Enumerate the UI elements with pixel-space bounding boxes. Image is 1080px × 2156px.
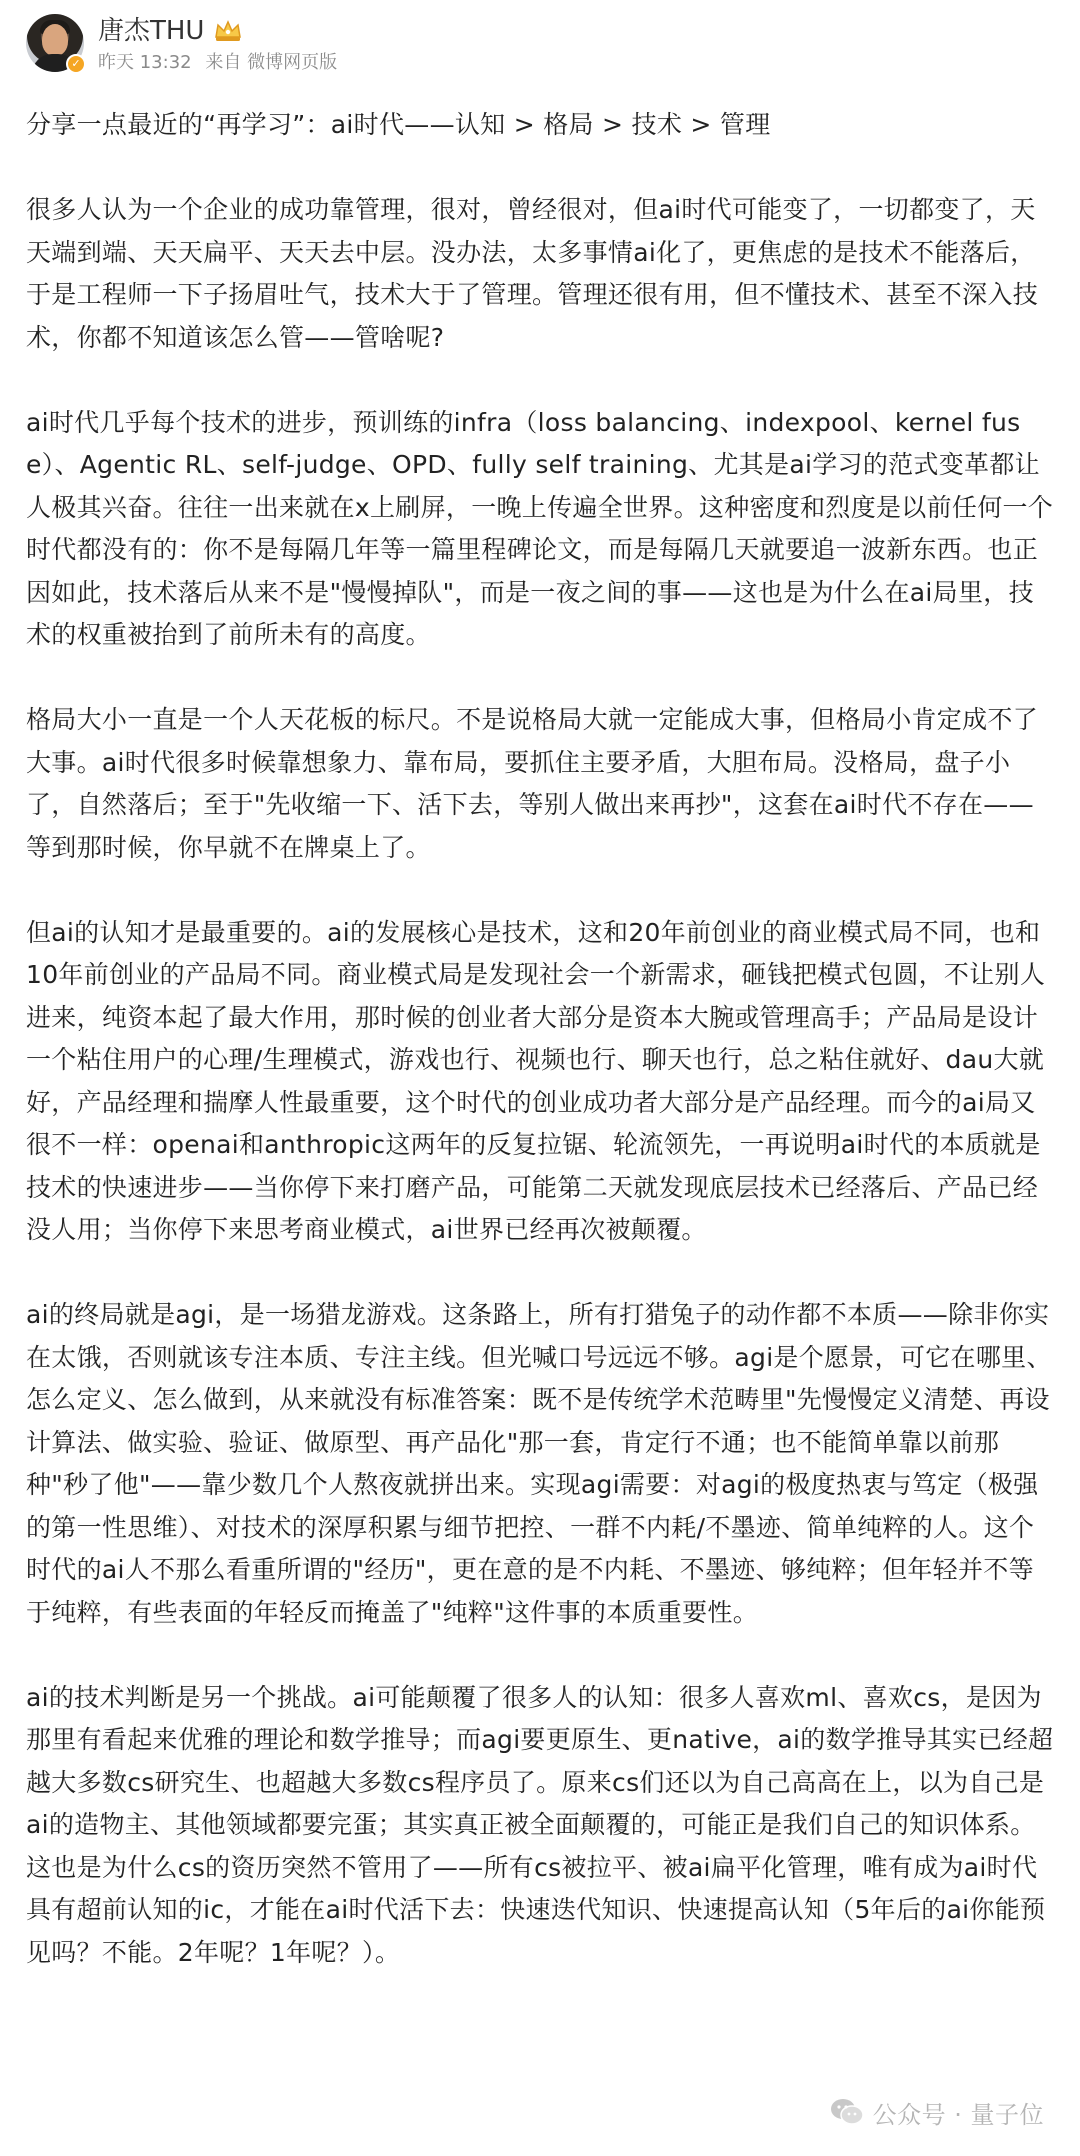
post-paragraph-4: 格局大小一直是一个人天花板的标尺。不是说格局大就一定能成大事，但格局小肯定成不了大事。ai时代很多时候靠想象力、靠布局，要抓住主要矛盾，大胆布局。没格局，盘子小了，自然落后；至于"先收缩一下、活下去，等别人做出来再抄"，这套在ai时代不存在——等到那时候，你早就不在牌桌上了。 <box>26 705 1039 862</box>
post-header <box>26 14 1046 78</box>
post-paragraph-7: ai的技术判断是另一个挑战。ai可能颠覆了很多人的认知：很多人喜欢ml、喜欢cs，是因为那里有看起来优雅的理论和数学推导；而agi要更原生、更native，ai的数学推导其实已经超越大多数cs研究生、也超越大多数cs程序员了。原来cs们还以为自己高高在上，以为自己是ai的造物主、其他领域都要完蛋；其实真正被全面颠覆的，可能正是我们自己的知识体系。这也是为什么cs的资历突然不管用了——所有cs被拉平、被ai扁平化管理，唯有成为ai时代具有超前认知的ic，才能在ai时代活下去：快速迭代知识、快速提高认知（5年后的ai你能预见吗？不能。2年呢？1年呢？）。 <box>26 1682 1054 1967</box>
post-meta <box>98 50 345 76</box>
verified-badge-icon: ✓ <box>66 54 86 74</box>
post-content <box>26 104 1056 2017</box>
post-paragraph-6: ai的终局就是agi，是一场猎龙游戏。这条路上，所有打猎兔子的动作都不本质——除非你实在太饿，否则就该专注本质、专注主线。但光喊口号远远不够。agi是个愿景，可它在哪里、怎么定义、怎么做到，从来就没有标准答案：既不是传统学术范畴里"先慢慢定义清楚、再设计算法、做实验、验证、做原型、再产品化"那一套，肯定行不通；也不能简单靠以前那种"秒了他"——靠少数几个人熬夜就拼出来。实现agi需要：对agi的极度热衷与笃定（极强的第一性思维）、对技术的深厚积累与细节把控、一群不内耗/不墨迹、简单纯粹的人。这个时代的ai人不那么看重所谓的"经历"，更在意的是不内耗、不墨迹、够纯粹；但年轻并不等于纯粹，有些表面的年轻反而掩盖了"纯粹"这件事的本质重要性。 <box>26 1300 1052 1627</box>
crown-vip-icon[interactable] <box>212 19 244 43</box>
watermark-text: 公众号 · 量子位 <box>872 2100 1044 2129</box>
wechat-official-account-icon <box>829 2097 865 2127</box>
user-name[interactable]: 唐杰THU <box>98 16 205 46</box>
post-paragraph-5: 但ai的认知才是最重要的。ai的发展核心是技术，这和20年前创业的商业模式局不同，也和10年前创业的产品局不同。商业模式局是发现社会一个新需求，砸钱把模式包圆，不让别人进来，纯资本起了最大作用，那时候的创业者大部分是资本大腕或管理高手；产品局是设计一个粘住用户的心理/生理模式，游戏也行、视频也行、聊天也行，总之粘住就好、dau大就好，产品经理和揣摩人性最重要，这个时代的创业成功者大部分是产品经理。而今的ai局又很不一样：openai和anthropic这两年的反复拉锯、轮流领先，一再说明ai时代的本质就是技术的快速进步——当你停下来打磨产品，可能第二天就发现底层技术已经落后、产品已经没人用；当你停下来思考商业模式，ai世界已经再次被颠覆。 <box>26 917 1046 1244</box>
name-row <box>98 14 244 48</box>
avatar-face <box>42 24 68 56</box>
post-source: 来自 微博网页版 <box>205 52 338 73</box>
post-paragraph-1: 分享一点最近的“再学习”：ai时代——认知 > 格局 > 技术 > 管理 <box>26 110 771 139</box>
watermark <box>829 2092 1044 2132</box>
post-timestamp[interactable]: 昨天 13:32 <box>98 52 192 73</box>
post-paragraph-3: ai时代几乎每个技术的进步，预训练的infra（loss balancing、indexpool、kernel fuse）、Agentic RL、self-judge、OPD、fully self training、尤其是ai学习的范式变革都让人极其兴奋。往往一出来就在x上刷屏，一晚上传遍全世界。这种密度和烈度是以前任何一个时代都没有的：你不是每隔几年等一篇里程碑论文，而是每隔几天就要追一波新东西。也正因如此，技术落后从来不是"慢慢掉队"，而是一夜之间的事——这也是为什么在ai局里，技术的权重被抬到了前所未有的高度。 <box>26 407 1054 649</box>
post-paragraph-2: 很多人认为一个企业的成功靠管理，很对，曾经很对，但ai时代可能变了，一切都变了，天天端到端、天天扁平、天天去中层。没办法，太多事情ai化了，更焦虑的是技术不能落后，于是工程师一下子扬眉吐气，技术大于了管理。管理还很有用，但不懂技术、甚至不深入技术，你都不知道该怎么管——管啥呢? <box>26 195 1039 352</box>
